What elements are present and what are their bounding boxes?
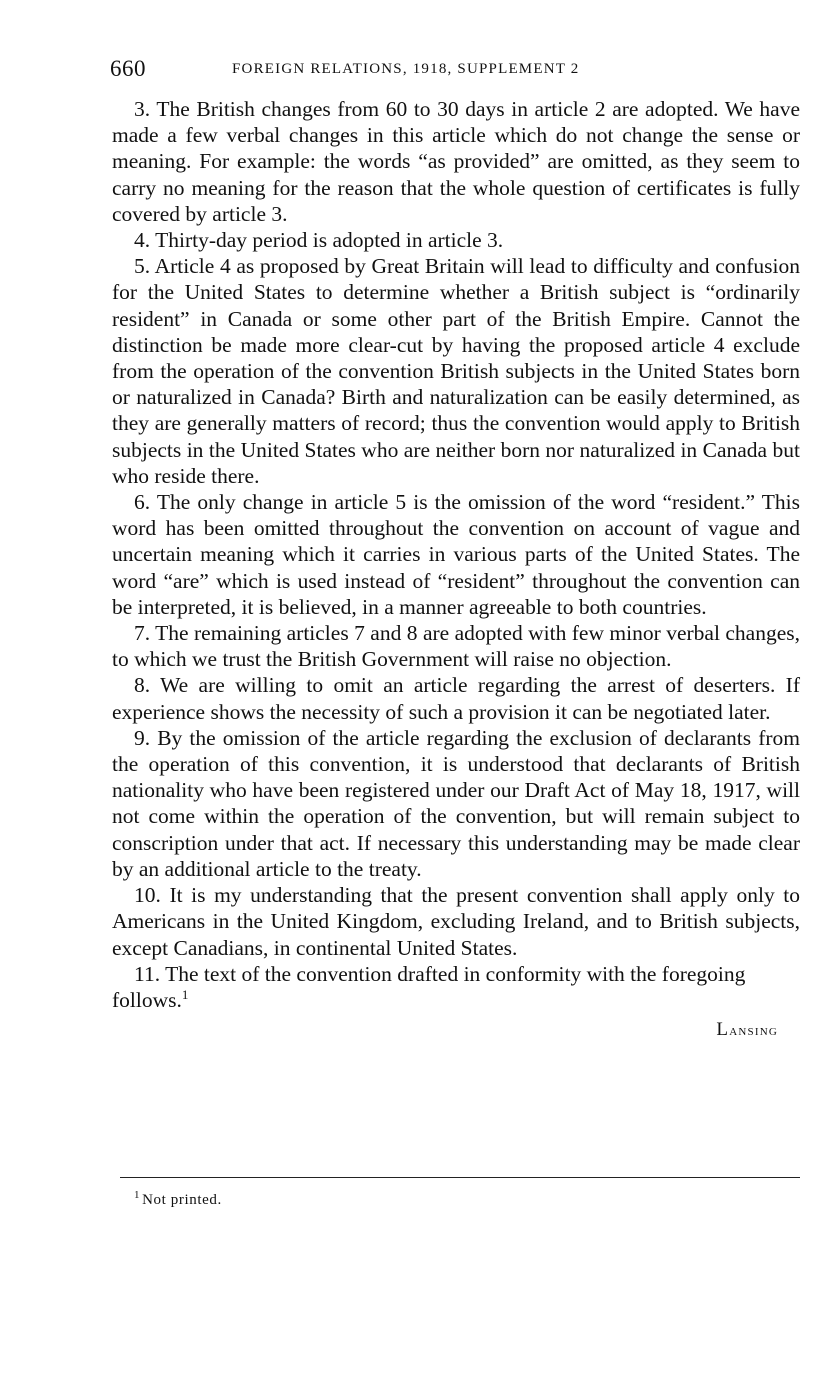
running-head: FOREIGN RELATIONS, 1918, SUPPLEMENT 2 (232, 61, 580, 77)
footnote-divider (120, 1177, 800, 1178)
footnote (134, 1189, 222, 1209)
paragraph-10: 10. It is my understanding that the present convention shall apply only to Americans in the United Kingdom, excluding Ireland, and to British subjects, except Canadians, in continental United States. (112, 883, 800, 960)
paragraph-11 (112, 961, 800, 1013)
signature-initial: L (716, 1019, 730, 1041)
paragraph-9: 9. By the omission of the article regarding the exclusion of declarants from the operation of this convention, it is understood that declarants of British nationality who have been registered under our Draft Act of May 18, 1917, will not come within the operation of the convention, but will remain subject to conscription under that act. If necessary this understanding may be made clear by an additional article to the treaty. (112, 725, 800, 881)
paragraph-5: 5. Article 4 as proposed by Great Britain will lead to difficulty and confusion for the United States to determine whether a British subject is “ordinarily resident” in Canada or some other part of the British Empire. Cannot the distinction be made more clear-cut by having the proposed article 4 exclude from the operation of the convention British subjects in the United States born or naturalized in Canada? Birth and naturalization can be easily determined, as they are generally matters of record; thus the convention would apply to British subjects in the United States who are neither born nor naturalized in Canada but who reside there. (112, 254, 800, 488)
signature (112, 1017, 800, 1044)
signature-rest: ansing (729, 1022, 778, 1040)
footnote-text: Not printed. (142, 1192, 222, 1208)
paragraph-7: 7. The remaining articles 7 and 8 are adopted with few minor verbal changes, to which we trust the British Government will raise no objection. (112, 621, 800, 672)
body-text (112, 96, 800, 1044)
paragraph-11-text: 11. The text of the convention drafted in conformity with the foregoing follows. (112, 961, 746, 1012)
footnote-reference: 1 (181, 986, 189, 1002)
paragraph-8: 8. We are willing to omit an article regarding the arrest of deserters. If experience shows the necessity of such a provision it can be negotiated later. (112, 673, 800, 724)
paragraph-3: 3. The British changes from 60 to 30 days in article 2 are adopted. We have made a few verbal changes in this article which do not change the sense or meaning. For example: the words “as provided” are omitted, as they seem to carry no meaning for the reason that the whole question of certificates is fully covered by article 3. (112, 97, 800, 226)
footnote-mark: 1 (134, 1189, 141, 1201)
paragraph-4: 4. Thirty-day period is adopted in article 3. (134, 228, 504, 253)
page-header (110, 56, 690, 88)
page-number: 660 (110, 56, 146, 81)
paragraph-6: 6. The only change in article 5 is the omission of the word “resident.” This word has been omitted throughout the convention on account of vague and uncertain meaning which it carries in various parts of the United States. The word “are” which is used instead of “resident” throughout the convention can be interpreted, it is believed, in a manner agreeable to both countries. (112, 490, 800, 619)
